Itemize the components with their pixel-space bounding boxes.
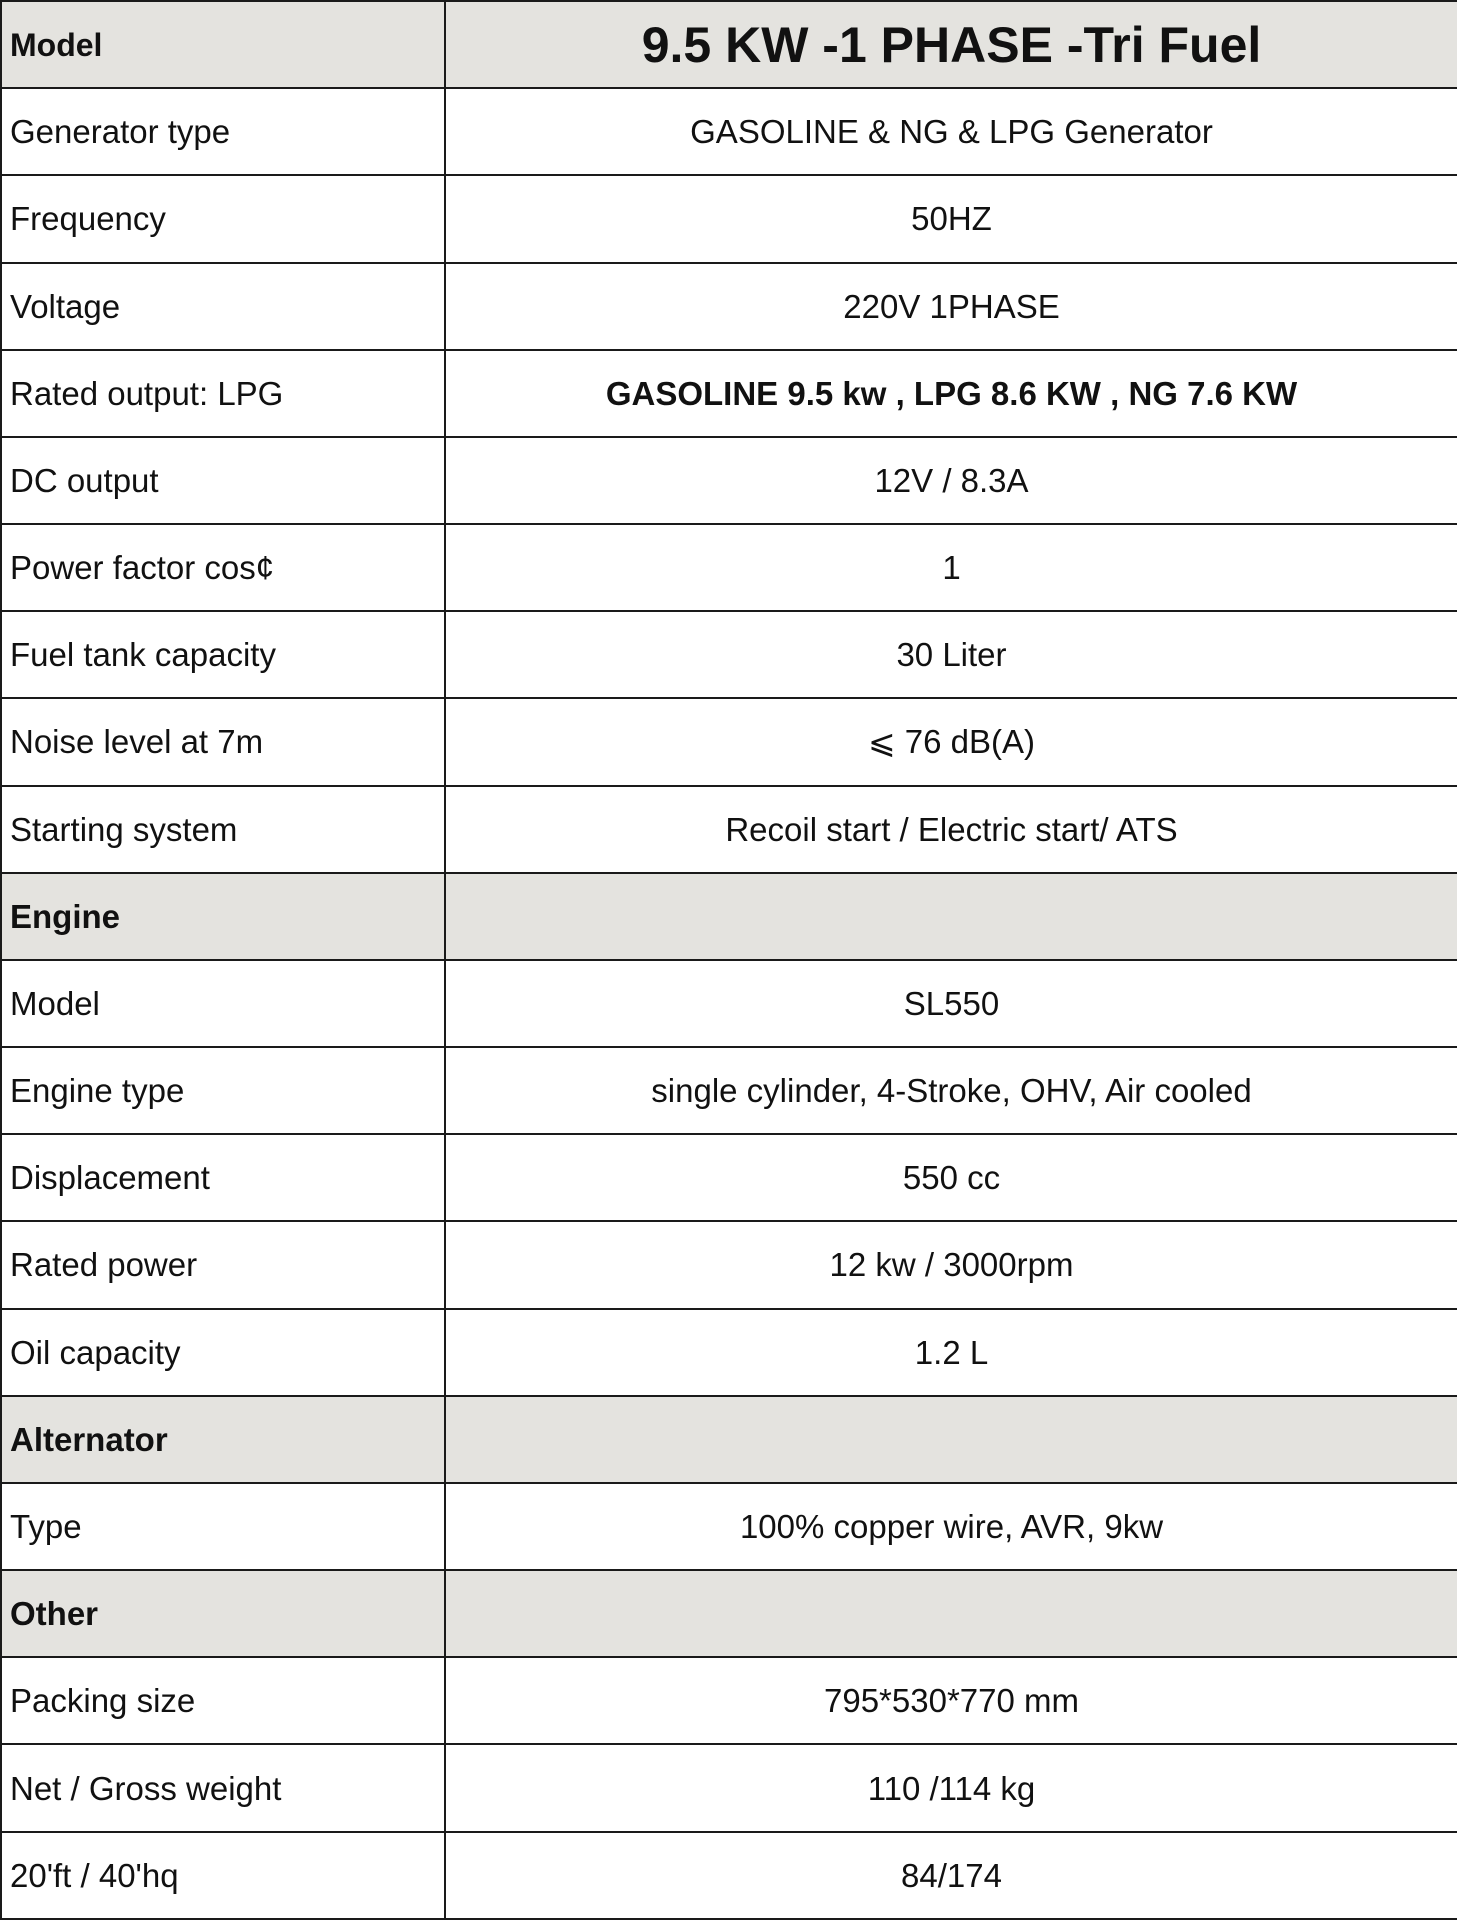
- table-row: [1, 524, 1457, 611]
- section-heading: Engine: [1, 873, 445, 960]
- table-row: [1, 786, 1457, 873]
- row-label: Power factor cos¢: [1, 524, 445, 611]
- row-label: DC output: [1, 437, 445, 524]
- row-label: Displacement: [1, 1134, 445, 1221]
- section-empty-cell: [445, 873, 1457, 960]
- row-label: Engine type: [1, 1047, 445, 1134]
- row-value: GASOLINE & NG & LPG Generator: [445, 88, 1457, 175]
- section-row-alternator: [1, 1396, 1457, 1483]
- table-row: [1, 350, 1457, 437]
- table-row: [1, 698, 1457, 785]
- row-value: 1: [445, 524, 1457, 611]
- section-row-other: [1, 1570, 1457, 1657]
- row-value: 220V 1PHASE: [445, 263, 1457, 350]
- row-label: Generator type: [1, 88, 445, 175]
- row-value: 50HZ: [445, 175, 1457, 262]
- row-value: GASOLINE 9.5 kw , LPG 8.6 KW , NG 7.6 KW: [445, 350, 1457, 437]
- table-row: [1, 1657, 1457, 1744]
- table-row: [1, 88, 1457, 175]
- row-value: 795*530*770 mm: [445, 1657, 1457, 1744]
- table-row: [1, 1744, 1457, 1831]
- row-value: single cylinder, 4-Stroke, OHV, Air cooled: [445, 1047, 1457, 1134]
- section-heading: Alternator: [1, 1396, 445, 1483]
- row-value: 550 cc: [445, 1134, 1457, 1221]
- section-row-engine: [1, 873, 1457, 960]
- table-row: [1, 1134, 1457, 1221]
- section-empty-cell: [445, 1570, 1457, 1657]
- row-label: Rated output: LPG: [1, 350, 445, 437]
- row-label: Fuel tank capacity: [1, 611, 445, 698]
- row-label: Packing size: [1, 1657, 445, 1744]
- table-row: [1, 1483, 1457, 1570]
- row-value: Recoil start / Electric start/ ATS: [445, 786, 1457, 873]
- row-value: 30 Liter: [445, 611, 1457, 698]
- table-row: [1, 437, 1457, 524]
- row-value: 12 kw / 3000rpm: [445, 1221, 1457, 1308]
- row-label: Starting system: [1, 786, 445, 873]
- row-label: Model: [1, 960, 445, 1047]
- table-row: [1, 1047, 1457, 1134]
- table-row: [1, 175, 1457, 262]
- section-empty-cell: [445, 1396, 1457, 1483]
- row-label: Noise level at 7m: [1, 698, 445, 785]
- row-label: Frequency: [1, 175, 445, 262]
- table-row: [1, 960, 1457, 1047]
- section-heading: Other: [1, 1570, 445, 1657]
- table-row: [1, 1221, 1457, 1308]
- row-label: 20'ft / 40'hq: [1, 1832, 445, 1919]
- row-value: 110 /114 kg: [445, 1744, 1457, 1831]
- row-value: SL550: [445, 960, 1457, 1047]
- row-label: Rated power: [1, 1221, 445, 1308]
- row-value: 1.2 L: [445, 1309, 1457, 1396]
- row-value: 84/174: [445, 1832, 1457, 1919]
- row-label: Type: [1, 1483, 445, 1570]
- row-value: ⩽ 76 dB(A): [445, 698, 1457, 785]
- table-header-row: [1, 1, 1457, 88]
- row-value: 100% copper wire, AVR, 9kw: [445, 1483, 1457, 1570]
- row-label: Oil capacity: [1, 1309, 445, 1396]
- product-title: 9.5 KW -1 PHASE -Tri Fuel: [445, 1, 1457, 88]
- table-row: [1, 1832, 1457, 1919]
- table-row: [1, 263, 1457, 350]
- row-value: 12V / 8.3A: [445, 437, 1457, 524]
- row-label: Net / Gross weight: [1, 1744, 445, 1831]
- table-row: [1, 611, 1457, 698]
- row-label: Voltage: [1, 263, 445, 350]
- header-label: Model: [1, 1, 445, 88]
- table-row: [1, 1309, 1457, 1396]
